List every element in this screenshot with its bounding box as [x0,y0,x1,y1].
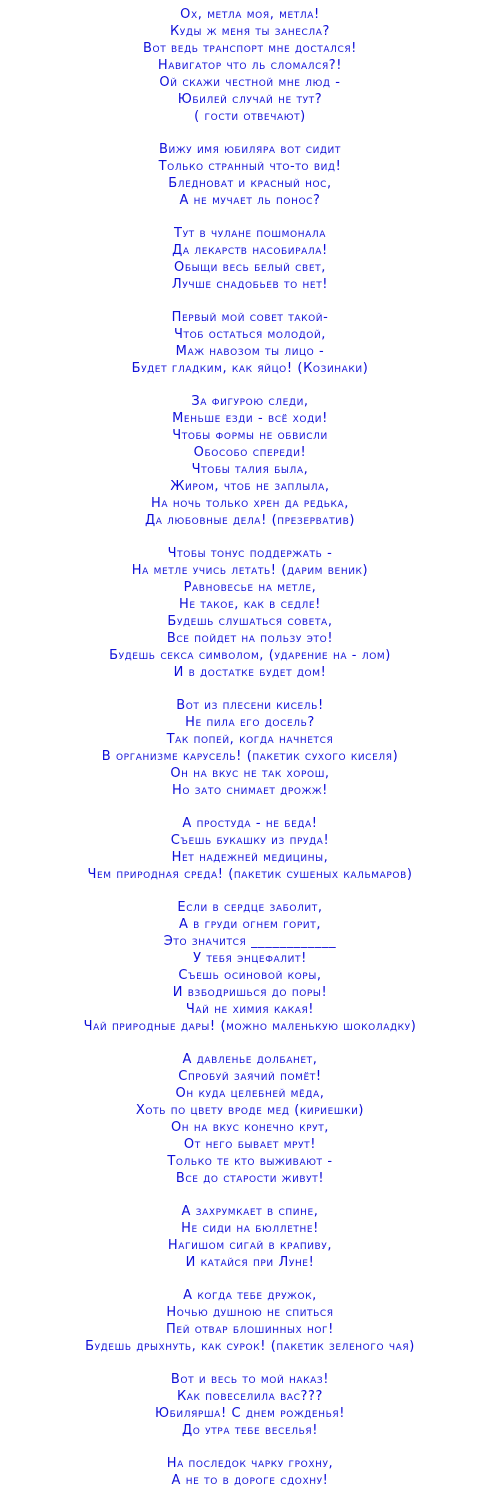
poem-line: Вижу имя юбиляра вот сидит [159,142,341,157]
poem-line: Чтобы талия была, [191,462,309,477]
poem-line: В организме карусель! (пакетик сухого киселя) [101,749,399,764]
poem-line: Не такое, как в седле! [179,597,321,612]
poem-line: До утра тебе веселья! [181,1423,319,1438]
poem-line: Чтобы тонус поддержать - [167,546,333,561]
stanza-13 [0,1371,500,1439]
stanza-9 [0,899,500,1035]
poem-line: Так попей, когда начнется [166,732,334,747]
poem-line: Чтобы формы не обвисли [172,428,328,443]
poem-line: На последок чарку грохну, [166,1456,334,1471]
poem-line: Чем природная среда! (пакетик сушеных кальмаров) [87,867,413,882]
poem-line: Если в сердце заболит, [177,900,323,915]
poem-line: Чай не химия какая! [185,1002,315,1017]
poem-line: Да лекарств насобирала! [172,243,328,258]
poem-line: Нет надежней медицины, [171,850,329,865]
poem-line: Тут в чулане пошмонала [174,226,326,241]
poem-line: Ой скажи честной мне люд - [159,75,341,90]
poem-line: Равновесье на метле, [183,580,317,595]
poem-line: Ночью душною не спиться [166,1305,334,1320]
poem-line: На метле учись летать! (дарим веник) [131,563,369,578]
poem-line: Он куда целебней мёда, [175,1086,325,1101]
poem-line: А захрумкает в спине, [181,1204,319,1219]
poem-line: Вот ведь транспорт мне достался! [143,41,357,56]
poem-line: Навигатор что ль сломался?! [157,58,343,73]
poem-line: Юбилярша! С днем рожденья! [154,1406,346,1421]
stanza-8 [0,815,500,883]
poem-line: Будешь слушаться совета, [167,614,333,629]
poem-line: Все пойдет на пользу это! [166,631,334,646]
poem-line: Будет гладким, как яйцо! (Козинаки) [131,361,369,376]
stanza-11 [0,1203,500,1271]
stanza-10 [0,1051,500,1187]
poem-line: Хоть по цвету вроде мед (кириешки) [135,1103,365,1118]
poem-line: На ночь только хрен да редька, [150,496,350,511]
poem-line: И катайся при Луне! [185,1255,315,1270]
poem-line: Но зато снимает дрожж! [172,783,328,798]
stanza-6 [0,545,500,681]
stanza-3 [0,225,500,293]
poem-line: Нагишом сигай в крапиву, [167,1238,333,1253]
poem-line: А когда тебе дружок, [183,1288,317,1303]
poem-line: Куды ж меня ты занесла? [169,24,331,39]
poem-line: Да любовные дела! (презерватив) [144,513,356,528]
poem-line: И в достатке будет дом! [173,665,327,680]
poem-line: Маж навозом ты лицо - [175,344,325,359]
poem-line: Все до старости живут! [175,1171,325,1186]
poem-line: Обыщи весь белый свет, [174,260,326,275]
poem-line: Будешь дрыхнуть, как сурок! (пакетик зеленого чая) [85,1339,415,1354]
poem-line: Как повеселила вас??? [176,1389,324,1404]
poem-line: А простуда - не беда! [182,816,318,831]
poem-line: За фигурою следи, [191,394,309,409]
poem-line: ( гости отвечают) [194,109,306,124]
poem-line: Жиром, чтоб не заплыла, [170,479,330,494]
poem-line: Он на вкус конечно крут, [170,1120,330,1135]
poem-line: Только странный что-то вид! [158,159,342,174]
poem-line: Спробуй заячий помёт! [178,1069,322,1084]
poem-line: И взбодришься до поры! [172,985,328,1000]
poem-line: Не пила его досель? [185,715,315,730]
poem-line: От него бывает мрут! [183,1137,317,1152]
poem-line: Пей отвар блошинных ног! [166,1322,334,1337]
poem-line: Только те кто выживают - [167,1154,333,1169]
poem-line: Первый мой совет такой- [171,310,329,325]
poem-line: Юбилей случай не тут? [177,92,323,107]
poem-line: Будешь секса символом, (ударение на - лом) [109,648,391,663]
poem-line: А не то в дороге сдохну! [171,1473,329,1488]
stanza-4 [0,309,500,377]
stanza-2 [0,141,500,209]
poem-line: А в груди огнем горит, [178,917,322,932]
poem-line: Чтоб остаться молодой, [173,327,327,342]
poem-line: Меньше езди - всё ходи! [172,411,328,426]
stanza-12 [0,1287,500,1355]
poem-line: Чай природные дары! (можно маленькую шоколадку) [83,1019,417,1034]
stanza-14 [0,1455,500,1489]
poem-line: Вот из плесени кисель! [176,698,324,713]
poem-line: Вот и весь то мой наказ! [170,1372,330,1387]
poem-line: У тебя энцефалит! [193,951,307,966]
poem-line: Бледноват и красный нос, [168,176,332,191]
stanza-5 [0,393,500,529]
poem-line: Лучше снадобьев то нет! [171,277,329,292]
poem-line: Съешь букашку из пруда! [170,833,330,848]
poem-line: Обособо спереди! [193,445,307,460]
poem-line: А давленье долбанет, [182,1052,318,1067]
poem-line: Съешь осиновой коры, [178,968,322,983]
poem-line: Это значится ____________ [163,934,337,949]
poem-line: Он на вкус не так хорош, [170,766,330,781]
stanza-7 [0,697,500,799]
poem-line: Не сиди на бюллетне! [181,1221,319,1236]
poem-line: Ох, метла моя, метла! [180,7,320,22]
stanza-1 [0,6,500,125]
poem-line: А не мучает ль понос? [179,193,321,208]
